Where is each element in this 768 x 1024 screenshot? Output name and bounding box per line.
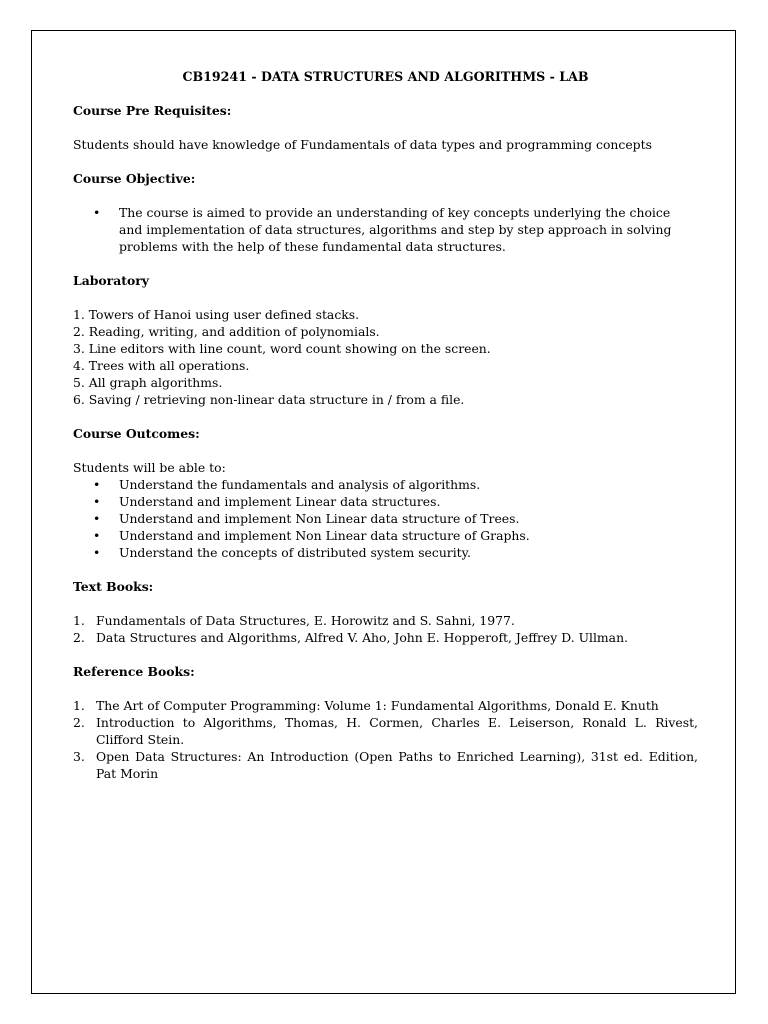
document-title: CB19241 - DATA STRUCTURES AND ALGORITHMS - LAB — [182, 69, 589, 84]
text-book-item — [73, 612, 698, 629]
text-book-item — [73, 629, 698, 646]
reference-book-item — [73, 697, 698, 714]
outcome-item — [73, 544, 698, 561]
prerequisites-heading: Course Pre Requisites: — [73, 103, 232, 118]
laboratory-item: 5. All graph algorithms. — [73, 375, 223, 390]
prerequisites-text: Students should have knowledge of Fundamentals of data types and programming concepts — [73, 137, 652, 152]
text-book-title: Data Structures and Algorithms, Alfred V. Aho, John E. Hopperoft, Jeffrey D. Ullman. — [96, 630, 628, 645]
item-number: 1. — [73, 613, 85, 628]
objective-line: The course is aimed to provide an understanding of key concepts underlying the choice — [119, 205, 671, 220]
bullet-icon: • — [93, 511, 101, 526]
bullet-icon: • — [93, 494, 101, 509]
outcome-text: Understand the concepts of distributed system security. — [119, 545, 471, 560]
outcomes-intro: Students will be able to: — [73, 460, 226, 475]
bullet-icon: • — [93, 205, 101, 220]
text-books-heading: Text Books: — [73, 579, 154, 594]
objective-item — [73, 204, 698, 255]
item-number: 2. — [73, 630, 85, 645]
reference-book-item — [73, 714, 698, 748]
outcomes-list — [73, 476, 698, 561]
bullet-icon: • — [93, 545, 101, 560]
item-number: 3. — [73, 749, 85, 764]
bullet-icon: • — [93, 477, 101, 492]
reference-book-item — [73, 748, 698, 782]
reference-book-line: The Art of Computer Programming: Volume 1: Fundamental Algorithms, Donald E. Knuth — [96, 698, 659, 713]
laboratory-list — [73, 306, 698, 408]
reference-books-heading: Reference Books: — [73, 664, 195, 679]
item-number: 2. — [73, 715, 85, 730]
outcome-item — [73, 527, 698, 544]
item-number: 1. — [73, 698, 85, 713]
reference-book-line: Pat Morin — [96, 766, 159, 781]
text-books-list — [73, 612, 698, 646]
outcome-item — [73, 493, 698, 510]
objective-line: problems with the help of these fundamental data structures. — [119, 239, 506, 254]
reference-book-line: Introduction to Algorithms, Thomas, H. Cormen, Charles E. Leiserson, Ronald L. Rivest, — [96, 715, 698, 730]
outcome-text: Understand the fundamentals and analysis of algorithms. — [119, 477, 481, 492]
outcomes-heading: Course Outcomes: — [73, 426, 200, 441]
laboratory-item: 2. Reading, writing, and addition of polynomials. — [73, 324, 380, 339]
outcome-text: Understand and implement Linear data structures. — [119, 494, 441, 509]
reference-book-line: Open Data Structures: An Introduction (Open Paths to Enriched Learning), 31st ed. Edition, — [96, 749, 698, 764]
outcome-text: Understand and implement Non Linear data structure of Graphs. — [119, 528, 530, 543]
reference-book-line: Clifford Stein. — [96, 732, 185, 747]
laboratory-item: 4. Trees with all operations. — [73, 358, 250, 373]
text-book-title: Fundamentals of Data Structures, E. Horowitz and S. Sahni, 1977. — [96, 613, 515, 628]
objective-list — [73, 204, 698, 255]
bullet-icon: • — [93, 528, 101, 543]
outcome-item — [73, 510, 698, 527]
laboratory-item: 1. Towers of Hanoi using user defined stacks. — [73, 307, 360, 322]
objective-line: and implementation of data structures, algorithms and step by step approach in solving — [119, 222, 672, 237]
outcome-item — [73, 476, 698, 493]
laboratory-item: 6. Saving / retrieving non-linear data structure in / from a file. — [73, 392, 465, 407]
objective-heading: Course Objective: — [73, 171, 196, 186]
document-body — [73, 68, 698, 799]
laboratory-item: 3. Line editors with line count, word count showing on the screen. — [73, 341, 491, 356]
reference-books-list — [73, 697, 698, 782]
outcome-text: Understand and implement Non Linear data structure of Trees. — [119, 511, 520, 526]
laboratory-heading: Laboratory — [73, 273, 149, 288]
